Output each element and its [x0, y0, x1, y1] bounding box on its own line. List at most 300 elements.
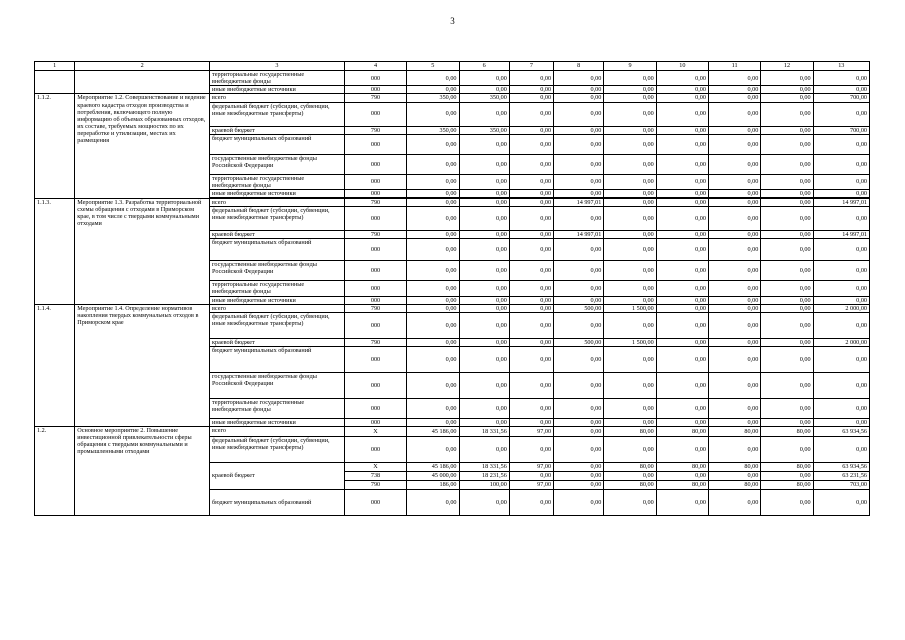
value-cell: 80,00 — [656, 463, 708, 472]
value-cell: 0,00 — [509, 174, 553, 189]
value-cell: 0,00 — [656, 239, 708, 261]
value-cell: 0,00 — [459, 338, 509, 346]
value-cell: 0,00 — [656, 94, 708, 102]
value-cell: 0,00 — [761, 102, 813, 126]
value-cell: 80,00 — [604, 463, 656, 472]
value-cell: 0,00 — [656, 189, 708, 197]
value-cell: 0,00 — [761, 261, 813, 281]
value-cell: 0,00 — [708, 472, 760, 481]
value-cell: 0,00 — [509, 231, 553, 239]
value-cell: 0,00 — [761, 231, 813, 239]
value-cell: 0,00 — [407, 312, 459, 338]
value-cell: 0,00 — [459, 372, 509, 398]
value-cell: 0,00 — [554, 472, 604, 481]
value-cell: 0,00 — [656, 490, 708, 516]
value-cell: 0,00 — [407, 418, 459, 426]
value-cell: 0,00 — [509, 296, 553, 304]
value-cell: 97,00 — [509, 481, 553, 490]
value-cell: 0,00 — [459, 261, 509, 281]
value-cell: 0,00 — [656, 231, 708, 239]
value-cell: 0,00 — [761, 418, 813, 426]
code-cell: 790 — [344, 199, 406, 207]
value-cell: 0,00 — [604, 398, 656, 418]
value-cell: 0,00 — [656, 126, 708, 134]
col-header: 8 — [554, 62, 604, 71]
value-cell: 0,00 — [761, 490, 813, 516]
code-cell: 000 — [344, 418, 406, 426]
value-cell: 0,00 — [604, 174, 656, 189]
col-header: 2 — [75, 62, 210, 71]
code-cell: 790 — [344, 231, 406, 239]
value-cell: 0,00 — [813, 86, 869, 94]
item-name: Мероприятие 1.4. Определение нормативов накопления твердых коммунальных отходов в Приморском крае — [75, 304, 210, 426]
value-cell: 80,00 — [708, 463, 760, 472]
value-cell: 0,00 — [656, 312, 708, 338]
code-cell: 790 — [344, 338, 406, 346]
value-cell: 0,00 — [813, 296, 869, 304]
col-header: 6 — [459, 62, 509, 71]
value-cell: 0,00 — [656, 154, 708, 174]
value-cell: 45 186,00 — [407, 427, 459, 437]
value-cell: 0,00 — [656, 418, 708, 426]
value-cell: 0,00 — [554, 71, 604, 86]
value-cell: 350,00 — [459, 94, 509, 102]
value-cell: 0,00 — [407, 207, 459, 231]
source-name: государственные внебюджетные фонды Российской Федерации — [210, 261, 345, 281]
value-cell: 0,00 — [604, 239, 656, 261]
value-cell: 0,00 — [656, 398, 708, 418]
source-name: федеральный бюджет (субсидии, субвенции, иные межбюджетные трансферты) — [210, 102, 345, 126]
value-cell: 0,00 — [656, 346, 708, 372]
value-cell: 0,00 — [604, 490, 656, 516]
source-name: иные внебюджетные источники — [210, 418, 345, 426]
code-cell: 000 — [344, 174, 406, 189]
col-header: 9 — [604, 62, 656, 71]
value-cell: 0,00 — [761, 346, 813, 372]
value-cell: 0,00 — [554, 296, 604, 304]
value-cell: 0,00 — [761, 126, 813, 134]
value-cell: 0,00 — [407, 189, 459, 197]
code-cell: 738 — [344, 472, 406, 481]
value-cell: 0,00 — [459, 207, 509, 231]
table-row — [35, 71, 870, 86]
value-cell: 0,00 — [708, 86, 760, 94]
value-cell: 0,00 — [554, 261, 604, 281]
value-cell: 0,00 — [509, 281, 553, 296]
value-cell: 0,00 — [604, 296, 656, 304]
value-cell: 0,00 — [604, 281, 656, 296]
value-cell: 0,00 — [509, 199, 553, 207]
code-cell: 000 — [344, 281, 406, 296]
value-cell: 0,00 — [813, 490, 869, 516]
value-cell: 63 934,56 — [813, 427, 869, 437]
value-cell: 0,00 — [459, 490, 509, 516]
value-cell: 0,00 — [509, 86, 553, 94]
value-cell: 80,00 — [761, 481, 813, 490]
value-cell: 0,00 — [604, 199, 656, 207]
source-name: краевой бюджет — [210, 126, 345, 134]
value-cell: 0,00 — [459, 304, 509, 312]
source-name: иные внебюджетные источники — [210, 86, 345, 94]
code-cell: 000 — [344, 71, 406, 86]
value-cell: 0,00 — [813, 207, 869, 231]
value-cell: 97,00 — [509, 427, 553, 437]
col-header: 4 — [344, 62, 406, 71]
value-cell: 0,00 — [554, 481, 604, 490]
value-cell: 0,00 — [761, 437, 813, 463]
table-row — [35, 427, 870, 437]
value-cell: 0,00 — [509, 418, 553, 426]
value-cell: 0,00 — [407, 372, 459, 398]
col-header: 7 — [509, 62, 553, 71]
item-name: Мероприятие 1.3. Разработка территориальной схемы обращения с отходами в Приморском крае, в том числе с твердыми коммунальными отходами — [75, 199, 210, 305]
value-cell: 0,00 — [761, 296, 813, 304]
value-cell: 0,00 — [813, 312, 869, 338]
value-cell: 0,00 — [708, 134, 760, 154]
value-cell: 0,00 — [813, 239, 869, 261]
source-name: всего — [210, 427, 345, 437]
value-cell: 14 997,01 — [813, 199, 869, 207]
value-cell: 0,00 — [761, 71, 813, 86]
code-cell: 000 — [344, 312, 406, 338]
code-cell: 000 — [344, 346, 406, 372]
header-row — [35, 62, 870, 71]
value-cell: 0,00 — [813, 189, 869, 197]
value-cell: 0,00 — [761, 239, 813, 261]
value-cell: 0,00 — [708, 231, 760, 239]
code-cell: 000 — [344, 372, 406, 398]
value-cell: 0,00 — [708, 338, 760, 346]
value-cell: 0,00 — [459, 239, 509, 261]
value-cell: 0,00 — [604, 418, 656, 426]
source-name: краевой бюджет — [210, 231, 345, 239]
value-cell: 45 000,00 — [407, 472, 459, 481]
value-cell: 0,00 — [813, 418, 869, 426]
source-name: государственные внебюджетные фонды Российской Федерации — [210, 154, 345, 174]
value-cell: 0,00 — [604, 437, 656, 463]
value-cell: 0,00 — [459, 154, 509, 174]
value-cell: 80,00 — [604, 427, 656, 437]
value-cell: 500,00 — [554, 304, 604, 312]
value-cell: 2 000,00 — [813, 338, 869, 346]
source-name: краевой бюджет — [210, 338, 345, 346]
source-name: территориальные государственные внебюджетные фонды — [210, 398, 345, 418]
value-cell: 0,00 — [407, 296, 459, 304]
value-cell: 1 500,00 — [604, 338, 656, 346]
value-cell: 0,00 — [509, 102, 553, 126]
code-cell: 000 — [344, 398, 406, 418]
source-name: федеральный бюджет (субсидии, субвенции, иные межбюджетные трансферты) — [210, 437, 345, 463]
value-cell: 0,00 — [509, 472, 553, 481]
value-cell: 80,00 — [656, 427, 708, 437]
value-cell: 0,00 — [407, 102, 459, 126]
value-cell: 0,00 — [708, 398, 760, 418]
value-cell: 0,00 — [509, 239, 553, 261]
value-cell: 0,00 — [604, 71, 656, 86]
value-cell: 0,00 — [604, 102, 656, 126]
value-cell: 0,00 — [761, 398, 813, 418]
value-cell: 0,00 — [509, 207, 553, 231]
value-cell: 97,00 — [509, 463, 553, 472]
code-cell: 000 — [344, 437, 406, 463]
value-cell: 0,00 — [761, 207, 813, 231]
value-cell: 0,00 — [604, 312, 656, 338]
value-cell: 0,00 — [656, 71, 708, 86]
budget-table — [34, 61, 870, 516]
value-cell: 0,00 — [708, 126, 760, 134]
source-name: всего — [210, 199, 345, 207]
value-cell: 0,00 — [554, 94, 604, 102]
value-cell: 0,00 — [554, 154, 604, 174]
value-cell: 0,00 — [708, 296, 760, 304]
code-cell: 000 — [344, 102, 406, 126]
page-number: 3 — [450, 16, 455, 26]
value-cell: 0,00 — [813, 346, 869, 372]
value-cell: 0,00 — [554, 418, 604, 426]
value-cell: 0,00 — [761, 199, 813, 207]
value-cell: 0,00 — [509, 261, 553, 281]
value-cell: 80,00 — [604, 481, 656, 490]
value-cell: 0,00 — [407, 338, 459, 346]
code-cell: 790 — [344, 94, 406, 102]
value-cell: 1 500,00 — [604, 304, 656, 312]
value-cell: 0,00 — [407, 231, 459, 239]
value-cell: 0,00 — [708, 239, 760, 261]
source-name: всего — [210, 304, 345, 312]
value-cell: 0,00 — [554, 372, 604, 398]
value-cell: 0,00 — [708, 71, 760, 86]
item-number: 1.1.3. — [35, 199, 75, 305]
value-cell: 14 997,01 — [813, 231, 869, 239]
value-cell: 0,00 — [708, 304, 760, 312]
source-name: бюджет муниципальных образований — [210, 490, 345, 516]
value-cell: 0,00 — [656, 472, 708, 481]
code-cell: 000 — [344, 296, 406, 304]
source-name: федеральный бюджет (субсидии, субвенции, иные межбюджетные трансферты) — [210, 312, 345, 338]
code-cell: 790 — [344, 481, 406, 490]
value-cell: 0,00 — [509, 94, 553, 102]
item-name: Основное мероприятие 2. Повышение инвестиционной привлекательности сферы обращения с твердыми коммунальными и промышленными отходами — [75, 427, 210, 516]
code-cell: 000 — [344, 86, 406, 94]
value-cell: 0,00 — [708, 346, 760, 372]
value-cell: 0,00 — [708, 174, 760, 189]
value-cell: 80,00 — [761, 427, 813, 437]
value-cell: 0,00 — [813, 174, 869, 189]
source-name: бюджет муниципальных образований — [210, 239, 345, 261]
value-cell: 0,00 — [407, 71, 459, 86]
value-cell: 0,00 — [761, 304, 813, 312]
value-cell: 0,00 — [656, 338, 708, 346]
value-cell: 0,00 — [554, 463, 604, 472]
value-cell: 0,00 — [407, 437, 459, 463]
value-cell: 80,00 — [708, 481, 760, 490]
value-cell: 0,00 — [459, 102, 509, 126]
value-cell: 0,00 — [761, 281, 813, 296]
value-cell: 0,00 — [459, 437, 509, 463]
value-cell: 0,00 — [604, 472, 656, 481]
code-cell: 790 — [344, 304, 406, 312]
value-cell: 0,00 — [407, 398, 459, 418]
value-cell: 14 997,01 — [554, 231, 604, 239]
value-cell: 0,00 — [761, 134, 813, 154]
col-header: 3 — [210, 62, 345, 71]
value-cell: 0,00 — [407, 304, 459, 312]
value-cell: 0,00 — [509, 398, 553, 418]
value-cell: 0,00 — [656, 281, 708, 296]
value-cell: 0,00 — [604, 134, 656, 154]
item-name: Мероприятие 1.2. Совершенствование и ведение краевого кадастра отходов производства и потребления, включающего полную информацию об объемах образованных отходов, их составе, требуемых мощностях по их переработке и утилизации, местах их размещения — [75, 94, 210, 199]
value-cell: 14 997,01 — [554, 199, 604, 207]
code-cell: 000 — [344, 261, 406, 281]
value-cell: 0,00 — [554, 437, 604, 463]
value-cell: 0,00 — [407, 199, 459, 207]
value-cell: 0,00 — [656, 304, 708, 312]
value-cell: 0,00 — [761, 154, 813, 174]
value-cell: 0,00 — [407, 154, 459, 174]
value-cell: 0,00 — [509, 372, 553, 398]
value-cell: 0,00 — [509, 126, 553, 134]
value-cell: 0,00 — [761, 86, 813, 94]
value-cell: 0,00 — [708, 437, 760, 463]
value-cell: 0,00 — [407, 134, 459, 154]
value-cell: 0,00 — [604, 231, 656, 239]
value-cell: 0,00 — [604, 154, 656, 174]
value-cell: 0,00 — [813, 134, 869, 154]
value-cell: 0,00 — [708, 94, 760, 102]
value-cell: 80,00 — [761, 463, 813, 472]
value-cell: 0,00 — [554, 427, 604, 437]
value-cell: 0,00 — [604, 126, 656, 134]
value-cell: 0,00 — [509, 189, 553, 197]
source-name: иные внебюджетные источники — [210, 189, 345, 197]
value-cell: 0,00 — [656, 207, 708, 231]
value-cell: 0,00 — [407, 86, 459, 94]
value-cell: 0,00 — [761, 338, 813, 346]
value-cell: 0,00 — [554, 281, 604, 296]
table-row — [35, 199, 870, 207]
value-cell: 0,00 — [509, 312, 553, 338]
source-name: бюджет муниципальных образований — [210, 346, 345, 372]
value-cell: 0,00 — [708, 199, 760, 207]
value-cell: 0,00 — [459, 71, 509, 86]
item-number — [35, 71, 75, 94]
value-cell: 703,00 — [813, 481, 869, 490]
value-cell: 0,00 — [407, 281, 459, 296]
code-cell: Х — [344, 427, 406, 437]
code-cell: 000 — [344, 134, 406, 154]
source-name: краевой бюджет — [210, 463, 345, 490]
value-cell: 45 186,00 — [407, 463, 459, 472]
value-cell: 0,00 — [407, 261, 459, 281]
source-name: всего — [210, 94, 345, 102]
value-cell: 0,00 — [554, 134, 604, 154]
value-cell: 0,00 — [554, 398, 604, 418]
code-cell: 000 — [344, 490, 406, 516]
value-cell: 0,00 — [407, 174, 459, 189]
value-cell: 0,00 — [604, 86, 656, 94]
value-cell: 0,00 — [459, 418, 509, 426]
value-cell: 0,00 — [509, 338, 553, 346]
col-header: 13 — [813, 62, 869, 71]
value-cell: 0,00 — [813, 437, 869, 463]
value-cell: 0,00 — [554, 346, 604, 372]
value-cell: 0,00 — [604, 207, 656, 231]
value-cell: 0,00 — [554, 102, 604, 126]
value-cell: 0,00 — [708, 312, 760, 338]
value-cell: 0,00 — [604, 372, 656, 398]
code-cell: 000 — [344, 239, 406, 261]
value-cell: 2 000,00 — [813, 304, 869, 312]
code-cell: 000 — [344, 207, 406, 231]
value-cell: 0,00 — [761, 189, 813, 197]
value-cell: 0,00 — [656, 199, 708, 207]
value-cell: 0,00 — [813, 281, 869, 296]
source-name: иные внебюджетные источники — [210, 296, 345, 304]
value-cell: 0,00 — [459, 174, 509, 189]
value-cell: 63 231,56 — [813, 472, 869, 481]
value-cell: 18 231,56 — [459, 472, 509, 481]
value-cell: 0,00 — [656, 261, 708, 281]
value-cell: 0,00 — [554, 86, 604, 94]
value-cell: 0,00 — [459, 86, 509, 94]
value-cell: 0,00 — [459, 189, 509, 197]
value-cell: 0,00 — [708, 102, 760, 126]
value-cell: 0,00 — [459, 231, 509, 239]
value-cell: 0,00 — [509, 134, 553, 154]
source-name: территориальные государственные внебюджетные фонды — [210, 281, 345, 296]
value-cell: 0,00 — [407, 346, 459, 372]
value-cell: 0,00 — [604, 346, 656, 372]
value-cell: 0,00 — [554, 174, 604, 189]
value-cell: 80,00 — [656, 481, 708, 490]
code-cell: 000 — [344, 189, 406, 197]
value-cell: 18 331,56 — [459, 463, 509, 472]
value-cell: 500,00 — [554, 338, 604, 346]
code-cell: 790 — [344, 126, 406, 134]
value-cell: 186,00 — [407, 481, 459, 490]
source-name: государственные внебюджетные фонды Российской Федерации — [210, 372, 345, 398]
value-cell: 700,00 — [813, 94, 869, 102]
value-cell: 80,00 — [708, 427, 760, 437]
value-cell: 0,00 — [459, 312, 509, 338]
value-cell: 0,00 — [554, 207, 604, 231]
value-cell: 0,00 — [604, 261, 656, 281]
value-cell: 100,00 — [459, 481, 509, 490]
item-number: 1.1.2. — [35, 94, 75, 199]
value-cell: 63 934,56 — [813, 463, 869, 472]
table-row — [35, 94, 870, 102]
value-cell: 0,00 — [656, 174, 708, 189]
source-name: территориальные государственные внебюджетные фонды — [210, 71, 345, 86]
source-name: федеральный бюджет (субсидии, субвенции, иные межбюджетные трансферты) — [210, 207, 345, 231]
col-header: 11 — [708, 62, 760, 71]
value-cell: 0,00 — [708, 490, 760, 516]
value-cell: 0,00 — [509, 437, 553, 463]
value-cell: 0,00 — [459, 398, 509, 418]
value-cell: 0,00 — [813, 261, 869, 281]
value-cell: 0,00 — [554, 490, 604, 516]
value-cell: 0,00 — [604, 189, 656, 197]
value-cell: 0,00 — [407, 239, 459, 261]
value-cell: 0,00 — [761, 312, 813, 338]
item-number: 1.1.4. — [35, 304, 75, 426]
value-cell: 0,00 — [708, 418, 760, 426]
value-cell: 0,00 — [459, 296, 509, 304]
value-cell: 0,00 — [459, 281, 509, 296]
col-header: 1 — [35, 62, 75, 71]
value-cell: 0,00 — [708, 372, 760, 398]
value-cell: 350,00 — [459, 126, 509, 134]
